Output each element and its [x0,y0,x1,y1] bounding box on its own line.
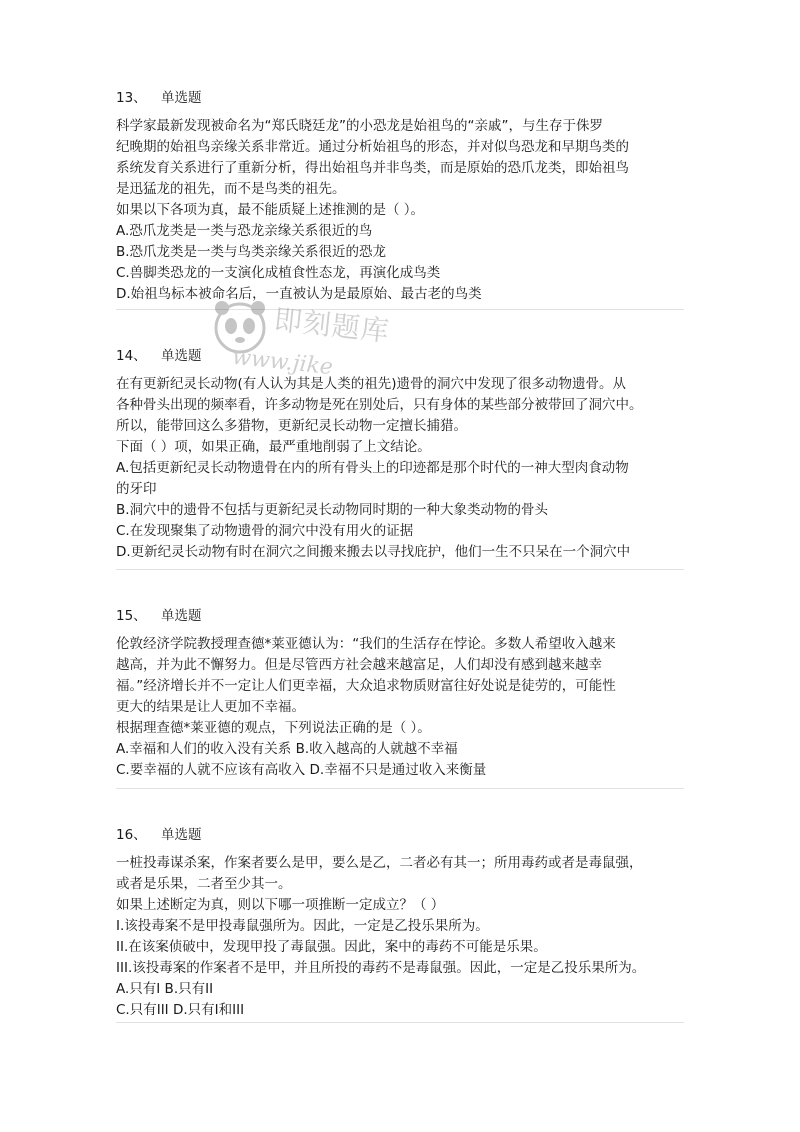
question-number: 13、 [116,90,147,106]
question-text-line: 福。”经济增长并不一定让人们更幸福，大众追求物质财富往好处说是徒劳的，可能性 [116,678,616,694]
option-c-d: C.只有III D.只有I和III [116,1002,245,1018]
option-d: D.更新纪灵长动物有时在洞穴之间搬来搬去以寻找庇护，他们一生不只呆在一个洞穴中 [116,544,631,560]
question-type: 单选题 [160,348,202,364]
question-body [116,374,686,563]
question-type: 单选题 [160,90,202,106]
question-13 [116,88,686,305]
question-text-line: 系统发育关系进行了重新分析，得出始祖鸟并非鸟类，而是原始的恐爪龙类，即始祖鸟 [116,160,629,176]
question-header [116,825,686,845]
option-a: A.恐爪龙类是一类与恐龙亲缘关系很近的鸟 [116,223,373,239]
question-header [116,606,686,626]
question-text-line: 更大的结果是让人更加不幸福。 [116,699,305,715]
question-body [116,853,686,1021]
question-text-line: 所以，能带回这么多猎物，更新纪灵长动物一定擅长捕猎。 [116,418,467,434]
option-c-d: C.要幸福的人就不应该有高收入 D.幸福不只是通过收入来衡量 [116,762,487,778]
question-prompt: 下面（ ）项，如果正确，最严重地削弱了上文结论。 [116,439,431,455]
statement-ii: II.在该案侦破中，发现甲投了毒鼠强。因此，案中的毒药不可能是乐果。 [116,939,547,955]
question-body [116,634,686,781]
option-a-b: A.只有I B.只有II [116,981,214,997]
question-15 [116,606,686,781]
option-c: C.兽脚类恐龙的一支演化成植食性态龙，再演化成鸟类 [116,265,441,281]
question-divider [116,309,684,310]
statement-iii: III.该投毒案的作案者不是甲，并且所投的毒药不是毒鼠强。因此，一定是乙投乐果所为。 [116,960,646,976]
question-prompt: 如果上述断定为真，则以下哪一项推断一定成立？（ ） [116,897,445,913]
watermark-url: www.jike [230,344,335,381]
question-type: 单选题 [160,608,202,624]
question-number: 16、 [116,827,147,843]
question-number: 15、 [116,608,147,624]
question-14 [116,346,686,563]
question-text-line: 科学家最新发现被命名为“郑氏晓廷龙”的小恐龙是始祖鸟的“亲戚”，与生存于侏罗 [116,118,603,134]
question-header [116,88,686,108]
question-number: 14、 [116,348,147,364]
question-type: 单选题 [160,827,202,843]
question-16 [116,825,686,1021]
question-divider [116,788,684,789]
question-header [116,346,686,366]
question-text-line: 纪晚期的始祖鸟亲缘关系非常近。通过分析始祖鸟的形态，并对似鸟恐龙和早期鸟类的 [116,139,629,155]
question-prompt: 如果以下各项为真，最不能质疑上述推测的是（ ）。 [116,202,425,218]
question-text-line: 伦敦经济学院教授理查德*莱亚德认为：“我们的生活存在悖论。多数人希望收入越来 [116,636,616,652]
watermark-brand: 即刻题库 [272,303,392,348]
question-text-line: 越高，并为此不懈努力。但是尽管西方社会越来越富足，人们却没有感到越来越幸 [116,657,602,673]
option-b: B.洞穴中的遗骨不包括与更新纪灵长动物同时期的一种大象类动物的骨头 [116,502,549,518]
option-a: A.包括更新纪灵长动物遗骨在内的所有骨头上的印迹都是那个时代的一神大型肉食动物 [116,460,629,476]
option-b: B.恐爪龙类是一类与鸟类亲缘关系很近的恐龙 [116,244,387,260]
option-c: C.在发现聚集了动物遗骨的洞穴中没有用火的证据 [116,523,414,539]
question-text-line: 在有更新纪灵长动物(有人认为其是人类的祖先)遗骨的洞穴中发现了很多动物遗骨。从 [116,376,627,392]
question-divider [116,1022,684,1023]
question-text-line: 或者是乐果，二者至少其一。 [116,876,292,892]
question-text-line: 是迅猛龙的祖先，而不是鸟类的祖先。 [116,181,346,197]
statement-i: I.该投毒案不是甲投毒鼠强所为。因此，一定是乙投乐果所为。 [116,918,489,934]
question-divider [116,569,684,570]
question-text-line: 各种骨头出现的频率看，许多动物是死在别处后，只有身体的某些部分被带回了洞穴中。 [116,397,643,413]
option-a-continued: 的牙印 [116,481,157,497]
question-body [116,116,686,305]
question-prompt: 根据理查德*莱亚德的观点，下列说法正确的是（ ）。 [116,720,431,736]
option-a-b: A.幸福和人们的收入没有关系 B.收入越高的人就越不幸福 [116,741,458,757]
question-text-line: 一桩投毒谋杀案，作案者要么是甲，要么是乙，二者必有其一；所用毒药或者是毒鼠强， [116,855,643,871]
option-d: D.始祖鸟标本被命名后，一直被认为是最原始、最古老的鸟类 [116,286,482,302]
